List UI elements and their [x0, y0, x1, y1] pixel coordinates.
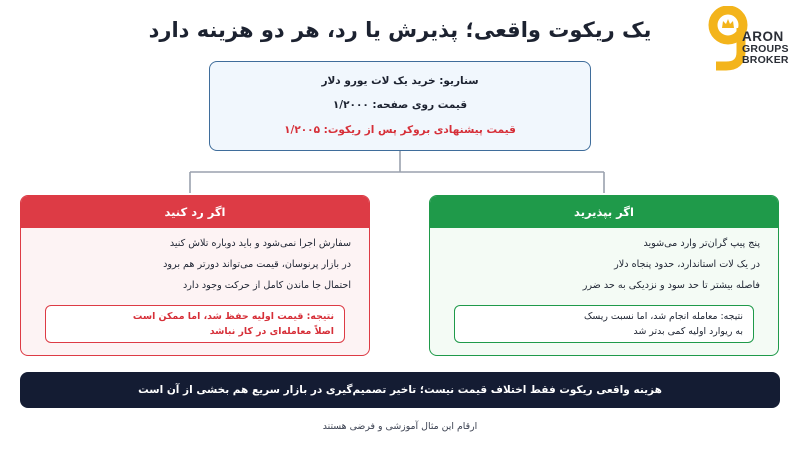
- reject-bullet: سفارش اجرا نمی‌شود و باید دوباره تلاش کنید: [169, 238, 351, 249]
- reject-heading: اگر رد کنید: [21, 196, 369, 228]
- logo-line-2: GROUPS: [742, 43, 789, 55]
- reject-result: [45, 305, 345, 343]
- reject-result-line: نتیجه: قیمت اولیه حفظ شد، اما ممکن است: [132, 311, 334, 322]
- accept-bullet: در یک لات استاندارد، حدود پنجاه دلار: [614, 259, 760, 270]
- scenario-line: سناریو: خرید یک لات یورو دلار: [321, 75, 479, 87]
- reject-bullets: [21, 228, 369, 296]
- reject-box: [20, 195, 370, 356]
- footnote: ارقام این مثال آموزشی و فرضی هستند: [322, 421, 478, 432]
- accept-result-line: نتیجه: معامله انجام شد، اما نسبت ریسک: [583, 311, 743, 322]
- page-title: یک ریکوت واقعی؛ پذیرش یا رد، هر دو هزینه دارد: [148, 18, 652, 42]
- reject-bullet: در بازار پرنوسان، قیمت می‌تواند دورتر هم برود: [163, 259, 351, 270]
- scenario-requote-line: قیمت پیشنهادی بروکر پس از ریکوت: ۱/۲۰۰۵: [284, 124, 516, 136]
- scenario-price-line: قیمت روی صفحه: ۱/۲۰۰۰: [332, 99, 468, 111]
- accept-box: [429, 195, 779, 356]
- reject-bullet: احتمال جا ماندن کامل از حرکت وجود دارد: [183, 280, 351, 291]
- logo-line-1: ARON: [742, 29, 784, 44]
- accept-bullets: [430, 228, 778, 296]
- accept-result: [454, 305, 754, 343]
- accept-heading: اگر بپذیرید: [430, 196, 778, 228]
- accept-bullet: پنج پیپ گران‌تر وارد می‌شوید: [643, 238, 760, 249]
- accept-result-line: به ریوارد اولیه کمی بدتر شد: [633, 326, 743, 337]
- summary-bar: هزینه واقعی ریکوت فقط اختلاف قیمت نیست؛ تاخیر تصمیم‌گیری در بازار سریع هم بخشی از آن است: [20, 372, 780, 408]
- logo-line-3: BROKER: [742, 54, 789, 66]
- accept-bullet: فاصله بیشتر تا حد سود و نزدیکی به حد ضرر: [582, 280, 760, 291]
- reject-result-line: اصلاً معامله‌ای در کار نباشد: [209, 326, 334, 337]
